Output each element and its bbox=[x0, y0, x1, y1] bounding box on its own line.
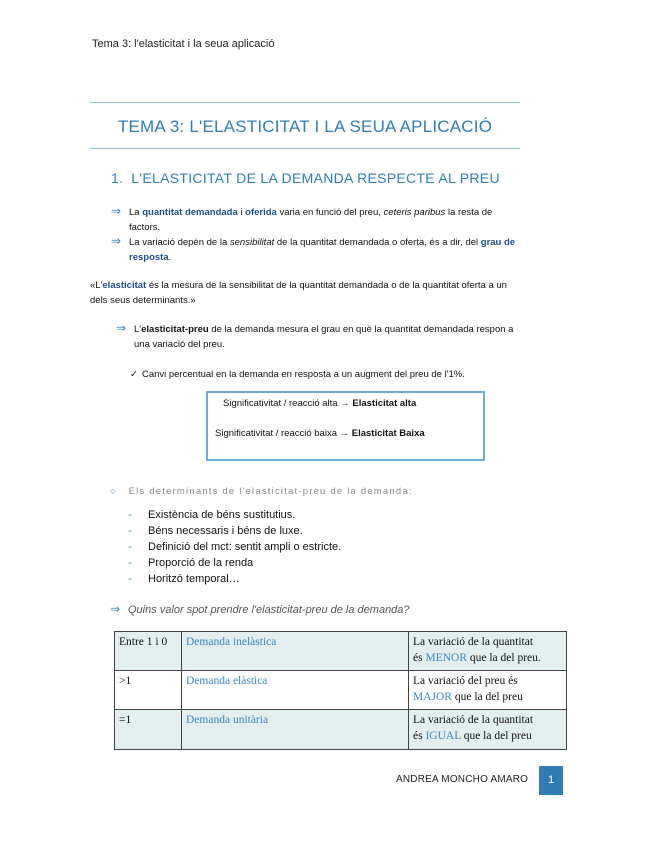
check-icon: ✓ bbox=[130, 369, 138, 380]
bullet-variacio bbox=[111, 234, 571, 265]
table-cell-desc bbox=[409, 632, 567, 671]
page-title: TEMA 3: L'ELASTICITAT I LA SEUA APLICACIÓ bbox=[117, 117, 493, 136]
elasticity-box bbox=[206, 391, 485, 461]
bullet-elasticitat-preu bbox=[116, 321, 571, 352]
dash-bullet-icon: - bbox=[128, 541, 132, 553]
italic-term: ceteris paribus bbox=[383, 207, 446, 218]
list-item-text: Béns necessaris i béns de luxe. bbox=[148, 525, 303, 537]
list-item-text: Existència de béns sustitutius. bbox=[148, 509, 296, 521]
highlight-term: elasticitat bbox=[102, 280, 147, 291]
elasticity-table bbox=[114, 631, 567, 750]
desc-line: La variació del preu és bbox=[413, 675, 518, 687]
desc-highlight: IGUAL bbox=[425, 730, 461, 742]
box-bold: Elasticitat Baixa bbox=[351, 428, 425, 439]
list-item bbox=[128, 523, 341, 539]
table-cell-range: Entre 1 i 0 bbox=[115, 632, 182, 671]
check-text: Canvi percentual en la demanda en resposta a un augment del preu de l'1%. bbox=[141, 369, 465, 380]
section-title: L'ELASTICITAT DE LA DEMANDA RESPECTE AL PREU bbox=[131, 170, 500, 186]
bullet-quantitat bbox=[111, 204, 561, 235]
arrow-right-icon: ⇒ bbox=[116, 321, 127, 335]
table-cell-type: Demanda inelàstica bbox=[182, 632, 409, 671]
bullet-text: i bbox=[237, 207, 246, 218]
definition-quote bbox=[90, 278, 565, 308]
question-line bbox=[110, 602, 410, 616]
bullet-text: . bbox=[168, 252, 172, 263]
desc-text: que la del preu. bbox=[467, 652, 541, 664]
bullet-text: varia en funció del preu, bbox=[276, 207, 384, 218]
desc-highlight: MAJOR bbox=[413, 691, 452, 703]
section-number: 1. bbox=[111, 170, 124, 186]
bullet-text: La variació depèn de la bbox=[129, 237, 230, 248]
desc-text: que la del preu bbox=[451, 691, 523, 703]
highlight-term: oferida bbox=[245, 207, 277, 218]
title-rule-bottom bbox=[90, 148, 520, 149]
bullet-continuation: una variació del preu. bbox=[134, 339, 225, 350]
arrow-right-icon: ⇒ bbox=[111, 204, 122, 218]
bullet-continuation bbox=[111, 250, 571, 265]
table-cell-type: Demanda unitària bbox=[182, 710, 409, 750]
highlight-term: quantitat demandada bbox=[142, 207, 238, 218]
section-heading bbox=[111, 170, 500, 186]
table-cell-type: Demanda elàstica bbox=[182, 671, 409, 710]
table-cell-desc bbox=[409, 710, 567, 750]
table-cell-desc bbox=[409, 671, 567, 710]
table-cell-range: >1 bbox=[115, 671, 182, 710]
box-text: Significativitat / reacció baixa → bbox=[215, 428, 352, 439]
desc-text: que la del preu bbox=[460, 730, 532, 742]
arrow-right-icon: ⇒ bbox=[110, 602, 121, 616]
bold-term: elasticitat-preu bbox=[141, 324, 209, 335]
dash-bullet-icon: - bbox=[128, 525, 132, 537]
list-item-text: Proporció de la renda bbox=[148, 557, 254, 569]
box-text: Significativitat / reacció alta → bbox=[223, 398, 353, 409]
page-number: 1 bbox=[539, 766, 563, 795]
running-header: Tema 3: l'elasticitat i la seua aplicació bbox=[92, 38, 275, 50]
quote-text: és la mesura de la sensibilitat de la quantitat demandada o de la quantitat oferta a un bbox=[146, 280, 507, 291]
question-text: Quins valor spot prendre l'elasticitat-preu de la demanda? bbox=[128, 604, 410, 616]
check-note bbox=[130, 367, 465, 382]
list-item bbox=[128, 539, 341, 555]
box-bold: Elasticitat alta bbox=[352, 398, 417, 409]
italic-term: sensibilitat bbox=[229, 237, 275, 248]
quote-text: «L' bbox=[90, 280, 103, 291]
determinants-heading bbox=[110, 486, 413, 497]
list-item bbox=[128, 555, 341, 571]
list-item bbox=[128, 507, 341, 523]
table-row bbox=[115, 710, 567, 750]
determinants-heading-text: Els determinants de l'elasticitat-preu de la demanda: bbox=[128, 486, 413, 497]
box-line-alta bbox=[223, 398, 416, 409]
dash-bullet-icon: - bbox=[128, 509, 132, 521]
bullet-continuation: factors. bbox=[129, 222, 161, 233]
box-line-baixa bbox=[215, 428, 425, 439]
dash-bullet-icon: - bbox=[128, 573, 132, 585]
desc-line: La variació de la quantitat bbox=[413, 636, 534, 648]
table-cell-range: =1 bbox=[115, 710, 182, 750]
bullet-text: la resta de bbox=[445, 207, 493, 218]
table-row bbox=[115, 632, 567, 671]
title-rule-top bbox=[90, 102, 520, 103]
list-item-text: Definició del mct: sentit ampli o estricte. bbox=[148, 541, 342, 553]
desc-text: és bbox=[413, 730, 426, 742]
bullet-text: de la quantitat demandada o oferta, és a dir, del bbox=[274, 237, 481, 248]
table-row bbox=[115, 671, 567, 710]
desc-line: La variació de la quantitat bbox=[413, 714, 534, 726]
highlight-term: grau de bbox=[480, 237, 516, 248]
arrow-right-icon: ⇒ bbox=[111, 234, 122, 248]
determinants-list bbox=[128, 507, 341, 587]
highlight-term: resposta bbox=[129, 252, 169, 263]
footer-author: ANDREA MONCHO AMARO bbox=[396, 774, 529, 785]
desc-text: és bbox=[413, 652, 426, 664]
bullet-text: La bbox=[129, 207, 143, 218]
quote-continuation: dels seus determinants.» bbox=[90, 295, 196, 306]
dash-bullet-icon: - bbox=[128, 557, 132, 569]
bullet-text: de la demanda mesura el grau en què la quantitat demandada respon a bbox=[208, 324, 514, 335]
circle-bullet-icon: ○ bbox=[110, 486, 117, 496]
list-item bbox=[128, 571, 341, 587]
desc-highlight: MENOR bbox=[425, 652, 467, 664]
bullet-text: L' bbox=[134, 324, 142, 335]
list-item-text: Horitzó temporal… bbox=[148, 573, 240, 585]
